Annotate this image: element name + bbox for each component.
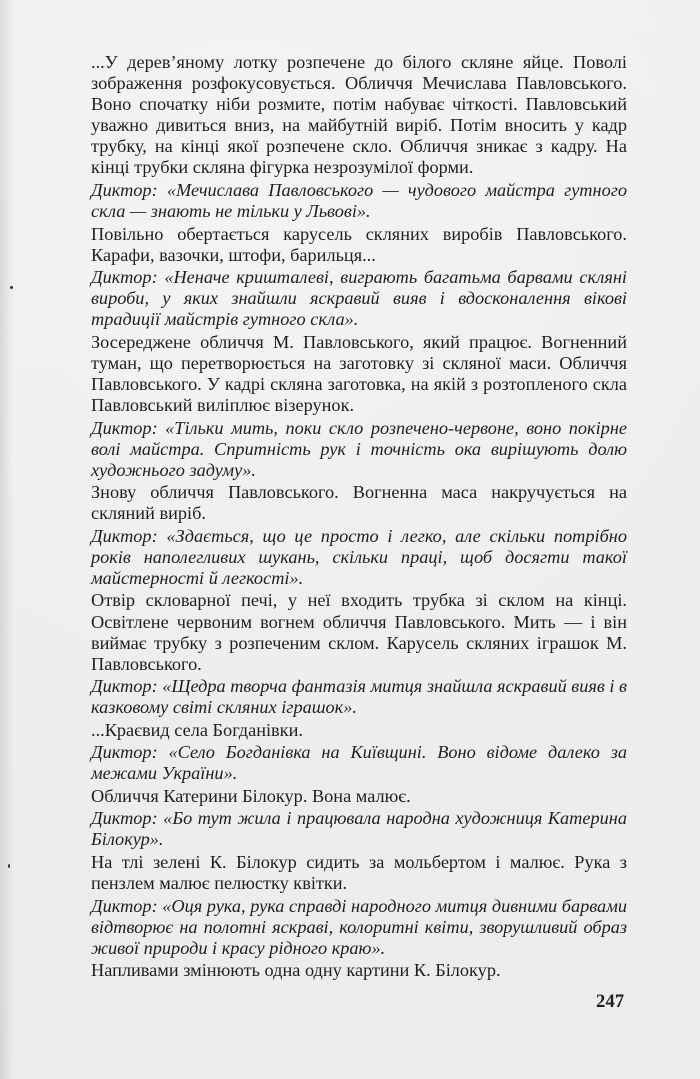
main-text [91,52,627,983]
paragraph: ...У дерев’яному лотку розпечене до білого скляне яйце. Поволі зображення розфокусовується. Обличчя Мечислава Павловського. Воно спочатку ніби розмите, потім набуває чіткості. Павловський уважно дивиться вниз, на майбутній виріб. Потім вносить у кадр трубку, на кінці якої розпечене скло. Обличчя зникає з кадру. На кінці трубки скляна фігурка незрозумілої форми. [91,52,627,178]
announcer-line: Диктор: «Щедра творча фантазія митця знайшла яскравий вияв і в казковому світі скляних іграшок». [91,676,627,718]
paragraph: Знову обличчя Павловського. Вогненна маса накручується на скляний виріб. [91,482,627,524]
page-gutter-shadow [0,0,14,1079]
margin-mark [10,286,13,289]
announcer-line: Диктор: «Бо тут жила і працювала народна художниця Катерина Білокур». [91,808,627,850]
paragraph: Напливами змінюють одна одну картини К. Білокур. [91,960,501,981]
paragraph: ...Краєвид села Богданівки. [91,719,303,740]
announcer-line: Диктор: «Село Богданівка на Київщині. Воно відоме далеко за межами України». [91,742,627,784]
announcer-line: Диктор: «Оця рука, рука справді народного митця дивними барвами відтворює на полотні яскраві, колоритні квіти, зворушливий образ живої природи і красу рідного краю». [91,895,627,958]
page-number: 247 [596,992,625,1012]
announcer-line: Диктор: «Здається, що це просто і легко, але скільки потрібно років наполегливих шукань, скільки праці, щоб досягти такої майстерності й легкості». [91,525,627,588]
announcer-line: Диктор: «Тільки мить, поки скло розпечено-червоне, воно покірне волі майстра. Спритність рук і точність ока вирішують долю художнього задуму». [91,417,627,480]
paragraph: Повільно обертається карусель скляних виробів Павловського. Карафи, вазочки, штофи, барильця... [91,223,627,265]
announcer-line: Диктор: «Мечислава Павловського — чудового майстра гутного скла — знають не тільки у Львові». [91,179,627,222]
paragraph: Обличчя Катерини Білокур. Вона малює. [91,785,411,806]
announcer-line: Диктор: «Неначе кришталеві, виграють багатьма барвами скляні вироби, у яких знайшли яскравий вияв і вдосконалення вікові традиції майстрів гутного скла». [91,267,627,330]
paragraph: Зосереджене обличчя М. Павловського, який працює. Вогненний туман, що перетворюється на заготовку зі скляної маси. Обличчя Павловського. У кадрі скляна заготовка, на якій з розтопленого скла Павловський виліплює візерунок. [91,331,627,416]
paragraph: На тлі зелені К. Білокур сидить за мольбертом і малює. Рука з пензлем малює пелюстку квітки. [91,851,627,894]
margin-mark [8,864,10,868]
paragraph: Отвір скловарної печі, у неї входить трубка зі склом на кінці. Освітлене червоним вогнем обличчя Павловського. Мить — і він виймає трубку з розпеченим склом. Карусель скляних іграшок М. Павловського. [91,590,627,674]
